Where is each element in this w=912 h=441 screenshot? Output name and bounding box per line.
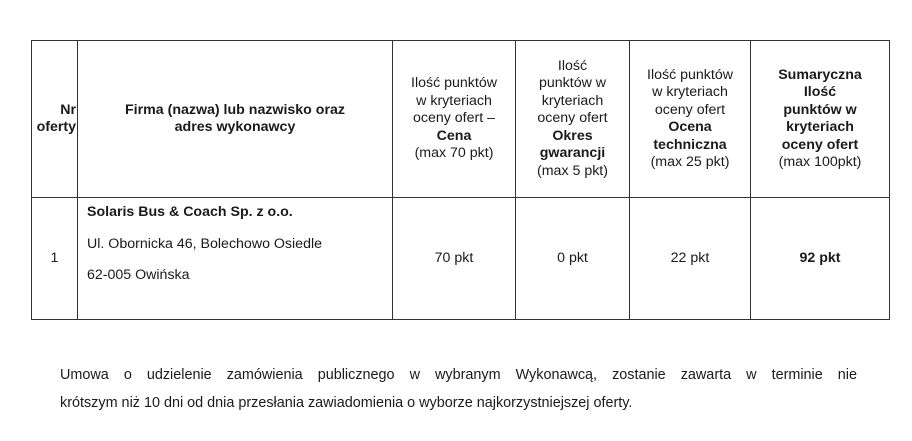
header-technical-bold2: techniczna (653, 136, 727, 153)
contract-note-line1: Umowa o udzielenie zamówienia publicznego w wybranym Wykonawcą, zostanie zawarta w terminie nie (60, 367, 857, 383)
header-technical-l3: oceny ofert (654, 101, 726, 118)
row-nr: 1 (32, 198, 78, 320)
row-price: 70 pkt (393, 198, 516, 320)
header-total-max: (max 100pkt) (778, 154, 862, 170)
header-price-max: (max 70 pkt) (414, 145, 494, 162)
header-warranty-l4: oceny ofert (537, 110, 608, 127)
header-total (751, 41, 890, 198)
table-row (32, 198, 890, 320)
header-warranty-l1: Ilość (557, 57, 588, 74)
header-nr: Nr oferty (32, 41, 78, 198)
header-technical-max: (max 25 pkt) (650, 154, 730, 170)
header-warranty-bold2: gwarancji (539, 145, 606, 162)
table-header-row (32, 41, 890, 198)
row-technical: 22 pkt (630, 198, 751, 320)
header-price (393, 41, 516, 198)
header-total-b4: kryteriach (786, 119, 854, 135)
header-total-b2: Ilość (803, 84, 837, 100)
header-technical-l2: w kryteriach (652, 84, 728, 100)
header-price-l1: Ilość punktów (411, 75, 497, 92)
row-firm-address2: 62-005 Owińska (87, 267, 190, 283)
row-firm (78, 198, 393, 320)
header-warranty-l2: punktów w (538, 75, 607, 92)
header-warranty (516, 41, 630, 198)
results-table (31, 40, 890, 320)
header-technical-bold1: Ocena (668, 119, 712, 135)
header-total-b3: punktów w (783, 101, 857, 118)
header-total-b5: oceny ofert (781, 136, 859, 153)
header-firm (78, 41, 393, 198)
row-warranty: 0 pkt (516, 198, 630, 320)
header-technical-l1: Ilość punktów (647, 66, 733, 83)
header-total-b1: Sumaryczna (778, 66, 862, 83)
row-firm-address1: Ul. Obornicka 46, Bolechowo Osiedle (87, 235, 323, 252)
contract-note (60, 361, 857, 417)
row-firm-name: Solaris Bus & Coach Sp. z o.o. (87, 204, 293, 220)
header-warranty-max: (max 5 pkt) (537, 162, 608, 179)
header-price-bold: Cena (436, 127, 472, 144)
header-price-l3: oceny ofert – (412, 110, 496, 127)
header-technical (630, 41, 751, 198)
header-firm-label: Firma (nazwa) lub nazwisko oraz adres wykonawcy (125, 101, 345, 135)
header-price-l2: w kryteriach (416, 92, 492, 109)
header-warranty-l3: kryteriach (541, 92, 604, 109)
contract-note-line2: krótszym niż 10 dni od dnia przesłania zawiadomienia o wyborze najkorzystniejszej oferty. (60, 395, 633, 411)
header-warranty-bold1: Okres (552, 127, 593, 144)
row-total: 92 pkt (751, 198, 890, 320)
